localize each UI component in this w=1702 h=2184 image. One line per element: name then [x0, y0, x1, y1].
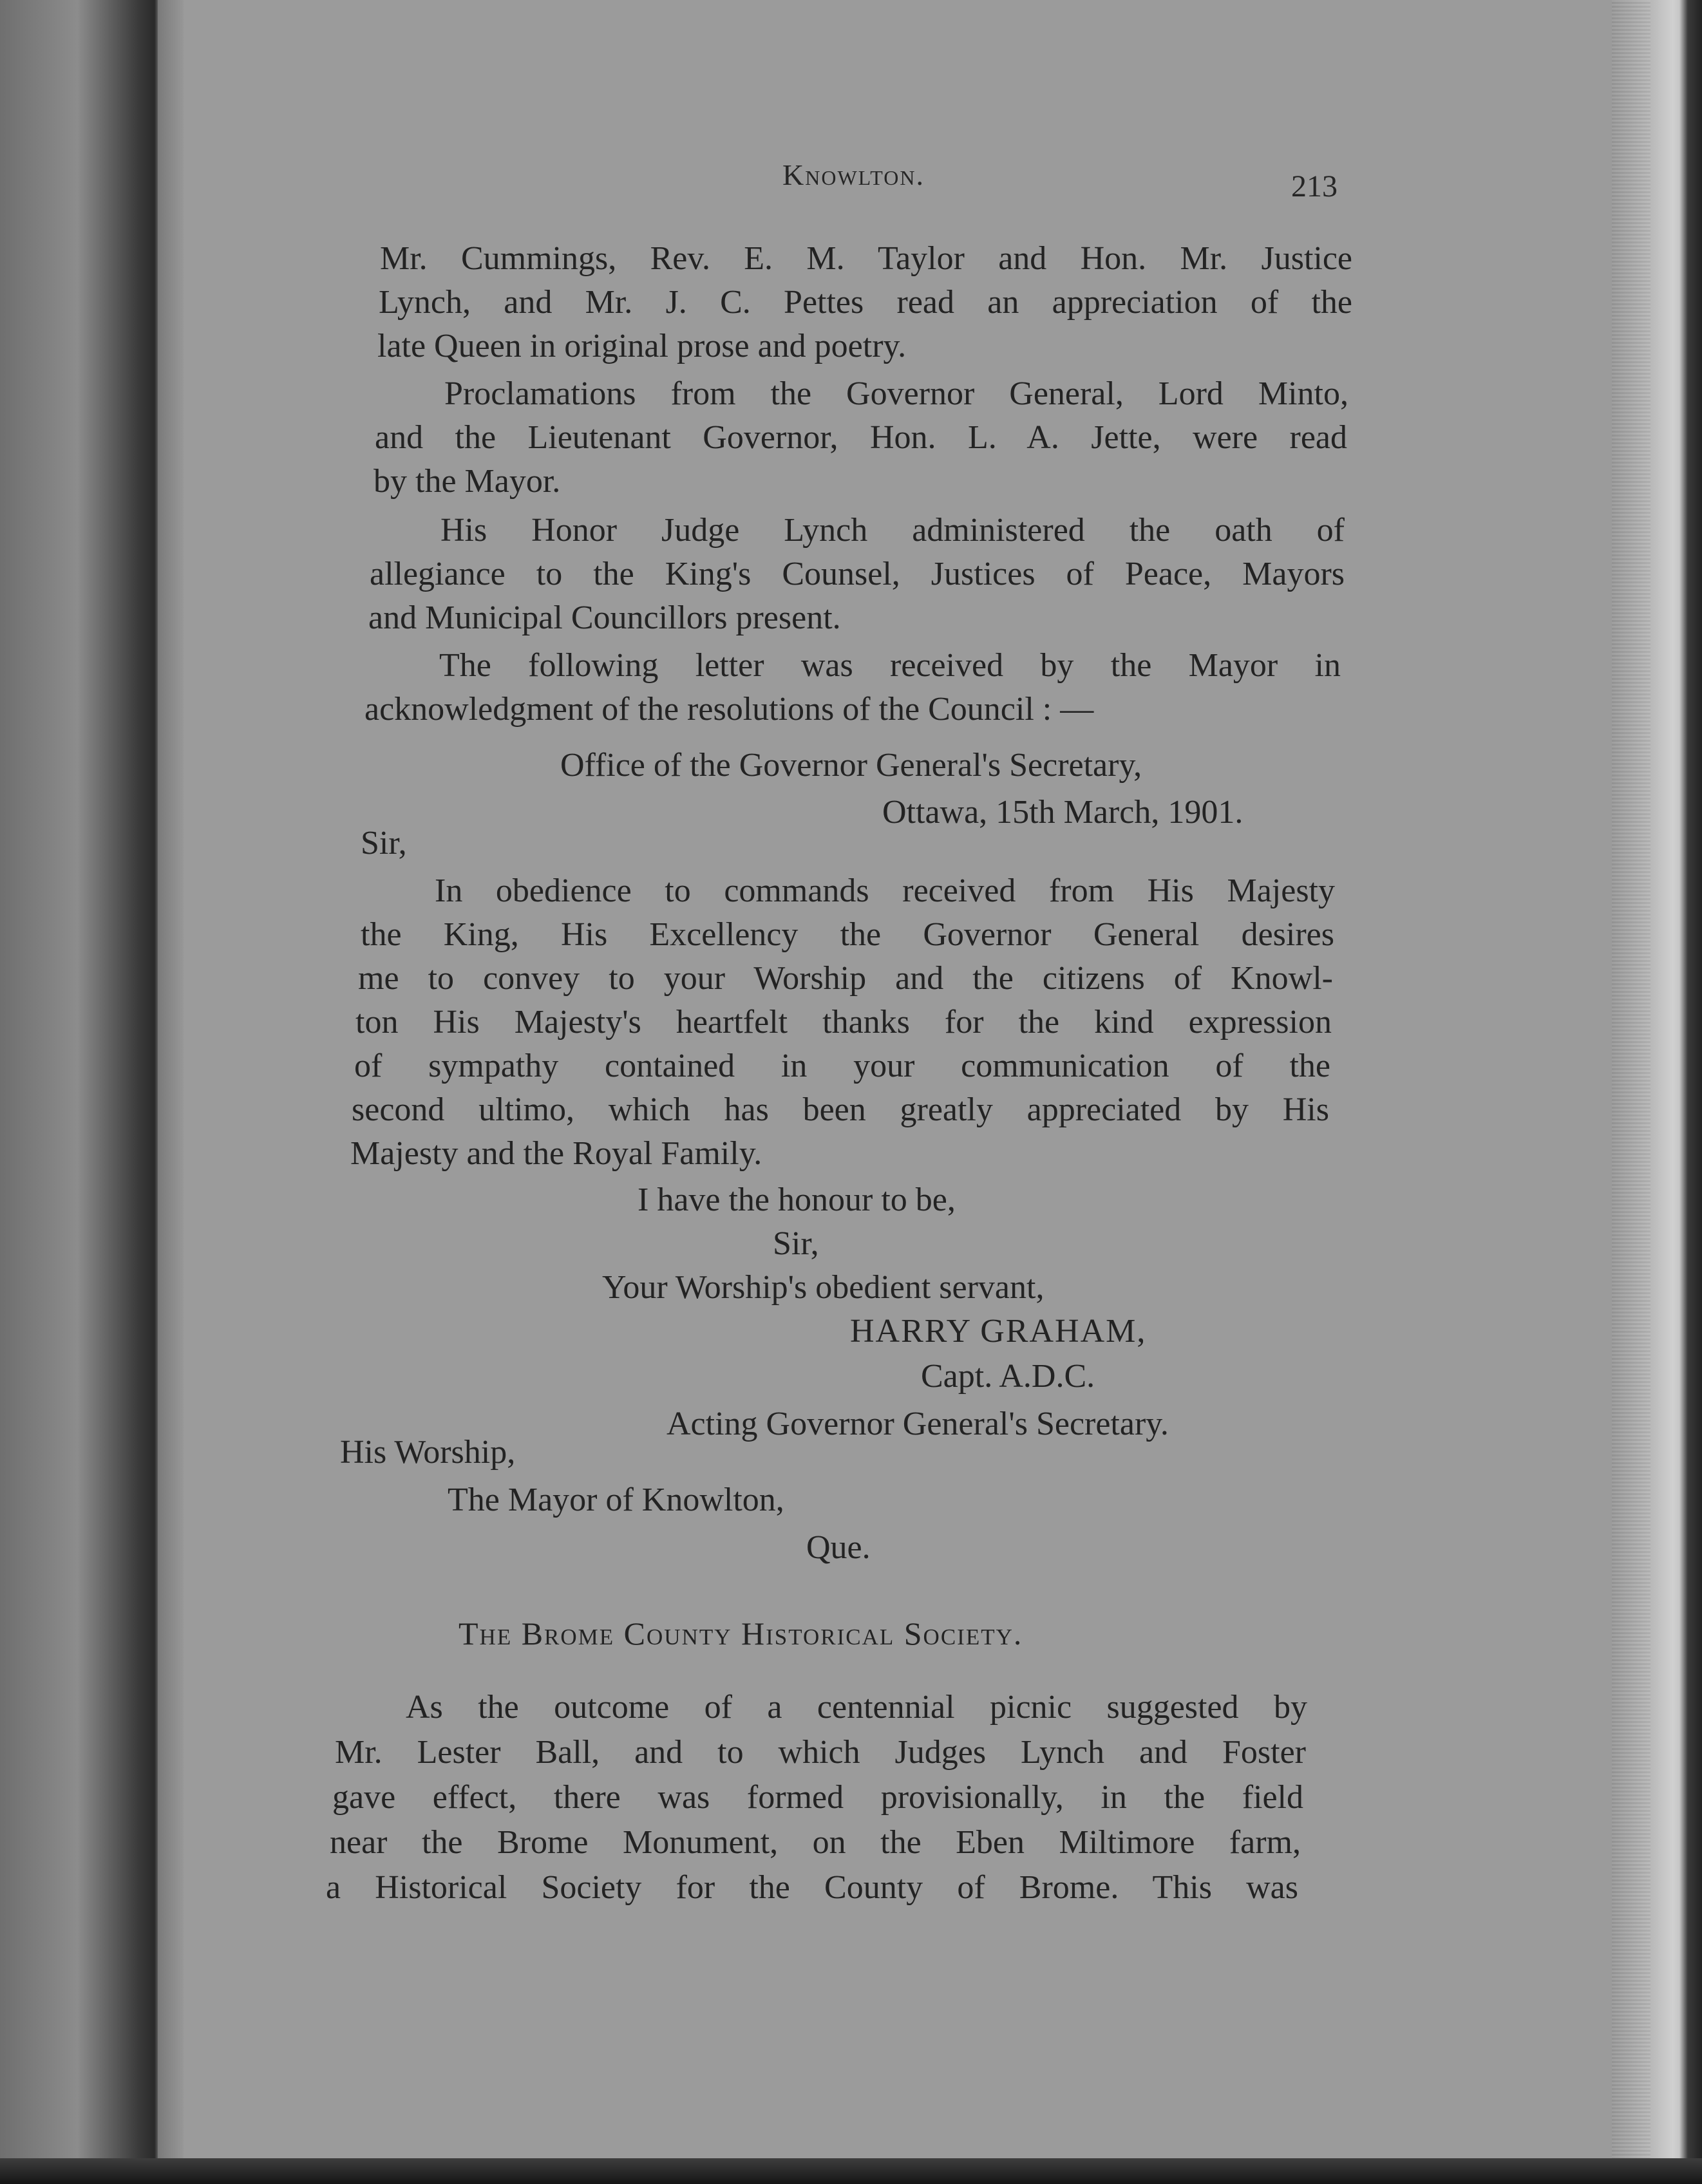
letter-body-line-2: the King, His Excellency the Governor General desires [361, 916, 1334, 953]
letter-closing-1: I have the honour to be, [638, 1181, 956, 1218]
letter-salutation: Sir, [361, 825, 407, 861]
running-header: Knowlton. [782, 158, 925, 191]
letter-address-1: His Worship, [340, 1434, 516, 1471]
letter-body-line-6: second ultimo, which has been greatly appreciated by His [352, 1091, 1329, 1128]
page-fore-edge [1612, 0, 1650, 2184]
letter-title: Acting Governor General's Secretary. [667, 1406, 1169, 1442]
letter-rank: Capt. A.D.C. [921, 1358, 1095, 1395]
letter-office: Office of the Governor General's Secretary, [560, 747, 1142, 784]
letter-signature: HARRY GRAHAM, [850, 1313, 1147, 1350]
letter-body-line-1: In obedience to commands received from His Majesty [435, 872, 1335, 909]
para3-line-2: allegiance to the King's Counsel, Justices of Peace, Mayors [370, 556, 1345, 592]
letter-body-line-5: of sympathy contained in your communication of the [354, 1048, 1330, 1084]
para5-line-2: Mr. Lester Ball, and to which Judges Lynch and Foster [335, 1734, 1306, 1771]
para5-line-4: near the Brome Monument, on the Eben Miltimore farm, [330, 1824, 1301, 1861]
para3-line-3: and Municipal Councillors present. [368, 599, 841, 636]
section-heading: The Brome County Historical Society. [459, 1615, 1023, 1652]
letter-address-3: Que. [806, 1529, 871, 1566]
letter-address-2: The Mayor of Knowlton, [448, 1482, 784, 1518]
letter-closing-2: Sir, [773, 1225, 819, 1262]
letter-closing-3: Your Worship's obedient servant, [602, 1269, 1045, 1306]
para2-line-3: by the Mayor. [373, 463, 561, 500]
para1-line-1: Mr. Cummings, Rev. E. M. Taylor and Hon. Mr. Justice [380, 240, 1352, 277]
para2-line-2: and the Lieutenant Governor, Hon. L. A. Jette, were read [375, 419, 1347, 456]
para2-line-1: Proclamations from the Governor General, Lord Minto, [444, 375, 1348, 412]
para1-line-3: late Queen in original prose and poetry. [377, 328, 907, 364]
para3-line-1: His Honor Judge Lynch administered the oath of [440, 512, 1345, 549]
letter-body-line-3: me to convey to your Worship and the citizens of Knowl- [358, 960, 1333, 997]
para4-line-1: The following letter was received by the Mayor in [439, 647, 1341, 684]
letter-place-date: Ottawa, 15th March, 1901. [882, 794, 1243, 831]
para4-line-2: acknowledgment of the resolutions of the Council : — [364, 691, 1094, 728]
page-number: 213 [1291, 169, 1338, 203]
para1-line-2: Lynch, and Mr. J. C. Pettes read an appreciation of the [379, 284, 1352, 321]
para5-line-3: gave effect, there was formed provisionally, in the field [332, 1779, 1303, 1816]
letter-body-line-4: ton His Majesty's heartfelt thanks for the kind expression [355, 1004, 1332, 1040]
para5-line-1: As the outcome of a centennial picnic suggested by [406, 1689, 1307, 1726]
page-edge-bottom [0, 2158, 1702, 2184]
book-spine-shadow [0, 0, 161, 2184]
para5-line-5: a Historical Society for the County of Brome. This was [326, 1869, 1298, 1906]
page-gutter [158, 0, 184, 2184]
letter-body-line-7: Majesty and the Royal Family. [350, 1135, 762, 1172]
